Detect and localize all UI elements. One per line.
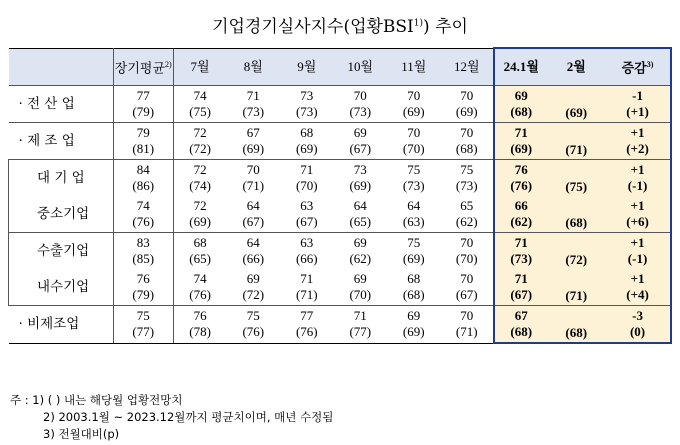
month-cell-value: 73	[353, 162, 367, 177]
feb-cell-value: (75)	[565, 179, 588, 194]
month-cell-value: (65)	[189, 251, 211, 266]
month-cell-value: (76)	[295, 324, 318, 340]
change-cell	[605, 306, 671, 344]
header-feb: 2월	[547, 48, 605, 86]
longterm-cell	[113, 269, 173, 306]
month-cell-value: (62)	[349, 251, 372, 266]
month-cell-value: (66)	[242, 251, 265, 266]
longterm-cell-value: (77)	[132, 324, 155, 340]
header-row	[9, 48, 672, 86]
month-cell-value: (73)	[455, 178, 478, 193]
row-label-value: · 전 산 업	[18, 96, 75, 112]
row-label	[9, 269, 114, 306]
longterm-cell-value: 76	[136, 271, 150, 286]
month-cell-value: (73)	[349, 104, 372, 119]
header-month: 11월	[387, 48, 440, 86]
month-cell	[227, 269, 280, 306]
month-cell-value: (65)	[349, 214, 372, 229]
header-empty	[9, 48, 114, 86]
row-label	[9, 86, 114, 123]
month-cell-value: 76	[193, 308, 207, 324]
jan24-cell	[494, 233, 547, 270]
jan24-cell	[494, 306, 547, 344]
month-cell-value: 68	[300, 125, 314, 140]
month-cell	[334, 160, 387, 197]
month-cell-value: 69	[353, 271, 367, 286]
month-cell-value: 70	[460, 235, 474, 250]
change-cell-value: (-1)	[627, 251, 648, 266]
jan24-cell-value: (76)	[510, 178, 533, 193]
longterm-cell-value: 83	[136, 235, 150, 250]
month-cell-value: 68	[193, 235, 207, 250]
month-cell-value: 77	[300, 308, 314, 324]
longterm-cell	[113, 306, 173, 344]
month-cell-value: 70	[460, 308, 474, 324]
month-cell-value: (69)	[242, 141, 265, 156]
month-cell	[387, 233, 440, 270]
month-cell-value: 70	[460, 125, 474, 140]
header-month: 10월	[334, 48, 387, 86]
row-label-value: 수출기업	[37, 243, 90, 259]
feb-cell	[547, 269, 605, 306]
month-cell-value: (69)	[189, 214, 211, 229]
jan24-cell-value: 66	[514, 198, 528, 213]
row-label	[9, 123, 114, 160]
table-body	[9, 86, 672, 344]
header-longterm: 장기평균$^{2)}$	[113, 48, 173, 86]
month-cell-value: 74	[193, 271, 207, 286]
month-cell	[441, 123, 494, 160]
month-cell-value: (75)	[189, 104, 211, 119]
longterm-cell-value: 74	[136, 198, 150, 213]
month-cell-value: (76)	[242, 324, 265, 340]
feb-cell-value: (69)	[565, 105, 588, 120]
jan24-cell-value: (68)	[510, 104, 533, 119]
jan24-cell	[494, 196, 547, 233]
feb-cell	[547, 123, 605, 160]
longterm-cell	[113, 233, 173, 270]
row-label	[9, 233, 114, 270]
month-cell	[227, 306, 280, 344]
month-cell-value: 71	[353, 308, 367, 324]
month-cell	[387, 160, 440, 197]
table-title: 기업경기실사지수(업황BSI$^{1)}$) 추이	[212, 17, 468, 37]
month-cell	[173, 233, 226, 270]
bsi-table	[8, 47, 672, 344]
row-label-value: · 비제조업	[18, 316, 80, 333]
month-cell-value: 63	[300, 235, 314, 250]
longterm-cell-value: 75	[136, 308, 150, 324]
month-cell-value: (74)	[189, 178, 211, 193]
feb-cell	[547, 86, 605, 123]
month-cell-value: 64	[246, 198, 260, 213]
month-cell	[387, 269, 440, 306]
feb-cell	[547, 306, 605, 344]
change-cell-value: -1	[632, 88, 643, 103]
feb-cell	[547, 233, 605, 270]
month-cell-value: 75	[407, 162, 421, 177]
change-cell-value: (+2)	[626, 141, 649, 156]
table-row	[9, 123, 672, 160]
header-change: 증감$^{3)}$	[605, 48, 671, 86]
jan24-cell-value: (68)	[510, 324, 533, 339]
month-cell-value: (69)	[402, 104, 425, 119]
month-cell-value: (63)	[402, 214, 425, 229]
month-cell-value: (71)	[455, 324, 478, 340]
month-cell	[280, 196, 333, 233]
jan24-cell	[494, 123, 547, 160]
feb-cell-value: (71)	[565, 288, 588, 303]
month-cell	[173, 123, 226, 160]
month-cell	[280, 86, 333, 123]
month-cell-value: (70)	[295, 178, 318, 193]
month-cell	[441, 269, 494, 306]
header-month: 12월	[441, 48, 494, 86]
change-cell-value: (0)	[629, 324, 646, 339]
month-cell	[334, 233, 387, 270]
jan24-cell-value: (73)	[510, 251, 533, 266]
feb-cell	[547, 196, 605, 233]
month-cell-value: (69)	[402, 251, 425, 266]
table-row	[9, 86, 672, 123]
jan24-cell-value: 71	[514, 271, 528, 286]
month-cell-value: 74	[193, 88, 207, 103]
change-cell	[605, 86, 671, 123]
month-cell-value: 70	[460, 88, 474, 103]
month-cell-value: (73)	[402, 178, 425, 193]
month-cell	[227, 233, 280, 270]
footnote: 2) 2003.1월 ~ 2023.12월까지 평균치이며, 매년 수정됨	[43, 410, 334, 424]
longterm-cell-value: (79)	[132, 287, 155, 302]
longterm-cell-value: 79	[136, 125, 150, 140]
month-cell-value: (69)	[295, 141, 318, 156]
month-cell-value: (68)	[455, 141, 478, 156]
month-cell	[280, 269, 333, 306]
header-month: 9월	[280, 48, 333, 86]
month-cell	[173, 306, 226, 344]
feb-cell-value: (71)	[565, 142, 588, 157]
table-row	[9, 269, 672, 306]
longterm-cell-value: 84	[136, 162, 150, 177]
month-cell-value: 72	[193, 162, 207, 177]
month-cell-value: 69	[407, 308, 421, 324]
month-cell-value: (72)	[189, 141, 211, 156]
month-cell	[334, 123, 387, 160]
month-cell-value: (73)	[242, 104, 265, 119]
header-month: 7월	[173, 48, 226, 86]
month-cell-value: 63	[300, 198, 314, 213]
month-cell	[441, 306, 494, 344]
month-cell	[173, 269, 226, 306]
longterm-cell	[113, 196, 173, 233]
month-cell-value: (62)	[455, 214, 478, 229]
month-cell-value: (70)	[349, 287, 372, 302]
month-cell	[441, 196, 494, 233]
table-row	[9, 306, 672, 344]
longterm-cell-value: (86)	[132, 178, 155, 193]
jan24-cell-value: 76	[514, 162, 528, 177]
change-cell	[605, 196, 671, 233]
footnote: 3) 전월대비(p)	[43, 427, 120, 441]
longterm-cell-value: 77	[136, 88, 150, 103]
jan24-cell-value: 71	[514, 125, 528, 140]
jan24-cell	[494, 269, 547, 306]
row-label-value: 대 기 업	[37, 170, 85, 186]
month-cell-value: (69)	[402, 324, 425, 340]
month-cell-value: (77)	[349, 324, 372, 340]
feb-cell-value: (68)	[565, 325, 588, 340]
longterm-cell	[113, 86, 173, 123]
jan24-cell-value: 69	[514, 88, 528, 103]
row-label	[9, 306, 114, 344]
longterm-cell	[113, 160, 173, 197]
month-cell-value: 64	[353, 198, 367, 213]
month-cell-value: (70)	[455, 251, 478, 266]
change-cell-value: (-1)	[627, 178, 648, 193]
month-cell-value: (71)	[295, 287, 318, 302]
month-cell-value: (67)	[455, 287, 478, 302]
month-cell-value: (70)	[402, 141, 425, 156]
row-label	[9, 160, 114, 197]
month-cell-value: 67	[246, 125, 260, 140]
month-cell-value: (69)	[455, 104, 478, 119]
row-label	[9, 196, 114, 233]
jan24-cell	[494, 86, 547, 123]
month-cell-value: (69)	[349, 178, 372, 193]
month-cell-value: 71	[300, 271, 314, 286]
month-cell	[334, 86, 387, 123]
month-cell-value: 72	[193, 198, 207, 213]
longterm-cell	[113, 123, 173, 160]
month-cell	[334, 306, 387, 344]
month-cell	[441, 233, 494, 270]
month-cell-value: 64	[407, 198, 421, 213]
month-cell-value: 70	[353, 88, 367, 103]
feb-cell	[547, 160, 605, 197]
month-cell	[280, 123, 333, 160]
month-cell-value: (66)	[295, 251, 318, 266]
feb-cell-value: (68)	[565, 215, 588, 230]
month-cell-value: 69	[246, 271, 260, 286]
month-cell	[334, 269, 387, 306]
month-cell-value: 72	[193, 125, 207, 140]
table-row	[9, 160, 672, 197]
month-cell	[227, 160, 280, 197]
table-row	[9, 196, 672, 233]
month-cell-value: 64	[246, 235, 260, 250]
change-cell	[605, 160, 671, 197]
month-cell-value: (68)	[402, 287, 425, 302]
month-cell-value: 75	[407, 235, 421, 250]
month-cell-value: (72)	[242, 287, 265, 302]
row-label-value: 중소기업	[37, 206, 90, 222]
change-cell-value: +1	[630, 235, 645, 250]
longterm-cell-value: (76)	[132, 214, 155, 229]
change-cell	[605, 233, 671, 270]
footnotes	[10, 392, 333, 443]
jan24-cell-value: (67)	[510, 287, 533, 302]
month-cell-value: (71)	[242, 178, 265, 193]
month-cell	[441, 86, 494, 123]
change-cell	[605, 123, 671, 160]
month-cell-value: 69	[353, 125, 367, 140]
table-row	[9, 233, 672, 270]
month-cell-value: 70	[246, 162, 260, 177]
month-cell	[387, 306, 440, 344]
change-cell-value: (+1)	[626, 104, 649, 119]
month-cell-value: 75	[460, 162, 474, 177]
month-cell	[334, 196, 387, 233]
jan24-cell-value: (69)	[510, 141, 533, 156]
month-cell	[227, 196, 280, 233]
month-cell-value: 71	[246, 88, 260, 103]
change-cell-value: +1	[630, 198, 645, 213]
header-jan24: 24.1월	[494, 48, 547, 86]
feb-cell-value: (72)	[565, 252, 588, 267]
longterm-cell-value: (85)	[132, 251, 155, 266]
month-cell-value: (78)	[189, 324, 211, 340]
change-cell-value: +1	[630, 125, 645, 140]
month-cell-value: 65	[460, 198, 474, 213]
month-cell-value: 70	[407, 125, 421, 140]
month-cell	[387, 123, 440, 160]
month-cell-value: 70	[460, 271, 474, 286]
change-cell-value: (+6)	[626, 214, 649, 229]
month-cell-value: (73)	[295, 104, 318, 119]
month-cell	[227, 123, 280, 160]
month-cell	[173, 160, 226, 197]
jan24-cell	[494, 160, 547, 197]
month-cell-value: (67)	[295, 214, 318, 229]
change-cell-value: +1	[630, 162, 645, 177]
header-month: 8월	[227, 48, 280, 86]
month-cell-value: 71	[300, 162, 314, 177]
month-cell	[173, 196, 226, 233]
jan24-cell-value: 71	[514, 235, 528, 250]
month-cell-value: 70	[407, 88, 421, 103]
jan24-cell-value: 67	[514, 308, 528, 323]
jan24-cell-value: (62)	[510, 214, 533, 229]
longterm-cell-value: (81)	[132, 141, 155, 156]
row-label-value: 내수기업	[37, 279, 90, 295]
month-cell	[387, 196, 440, 233]
longterm-cell-value: (79)	[132, 104, 155, 119]
change-cell-value: (+4)	[626, 287, 649, 302]
month-cell-value: (76)	[189, 287, 211, 302]
month-cell	[441, 160, 494, 197]
change-cell	[605, 269, 671, 306]
footnote: 주 : 1) ( ) 내는 해당월 업황전망치	[10, 393, 183, 407]
month-cell	[387, 86, 440, 123]
month-cell-value: 69	[353, 235, 367, 250]
row-label-value: · 제 조 업	[18, 133, 75, 149]
month-cell	[173, 86, 226, 123]
month-cell	[227, 86, 280, 123]
month-cell-value: 68	[407, 271, 421, 286]
month-cell-value: (67)	[349, 141, 372, 156]
month-cell	[280, 306, 333, 344]
change-cell-value: -3	[632, 308, 643, 323]
month-cell-value: 75	[246, 308, 260, 324]
month-cell-value: (67)	[242, 214, 265, 229]
month-cell-value: 73	[300, 88, 314, 103]
month-cell	[280, 233, 333, 270]
change-cell-value: +1	[630, 271, 645, 286]
month-cell	[280, 160, 333, 197]
